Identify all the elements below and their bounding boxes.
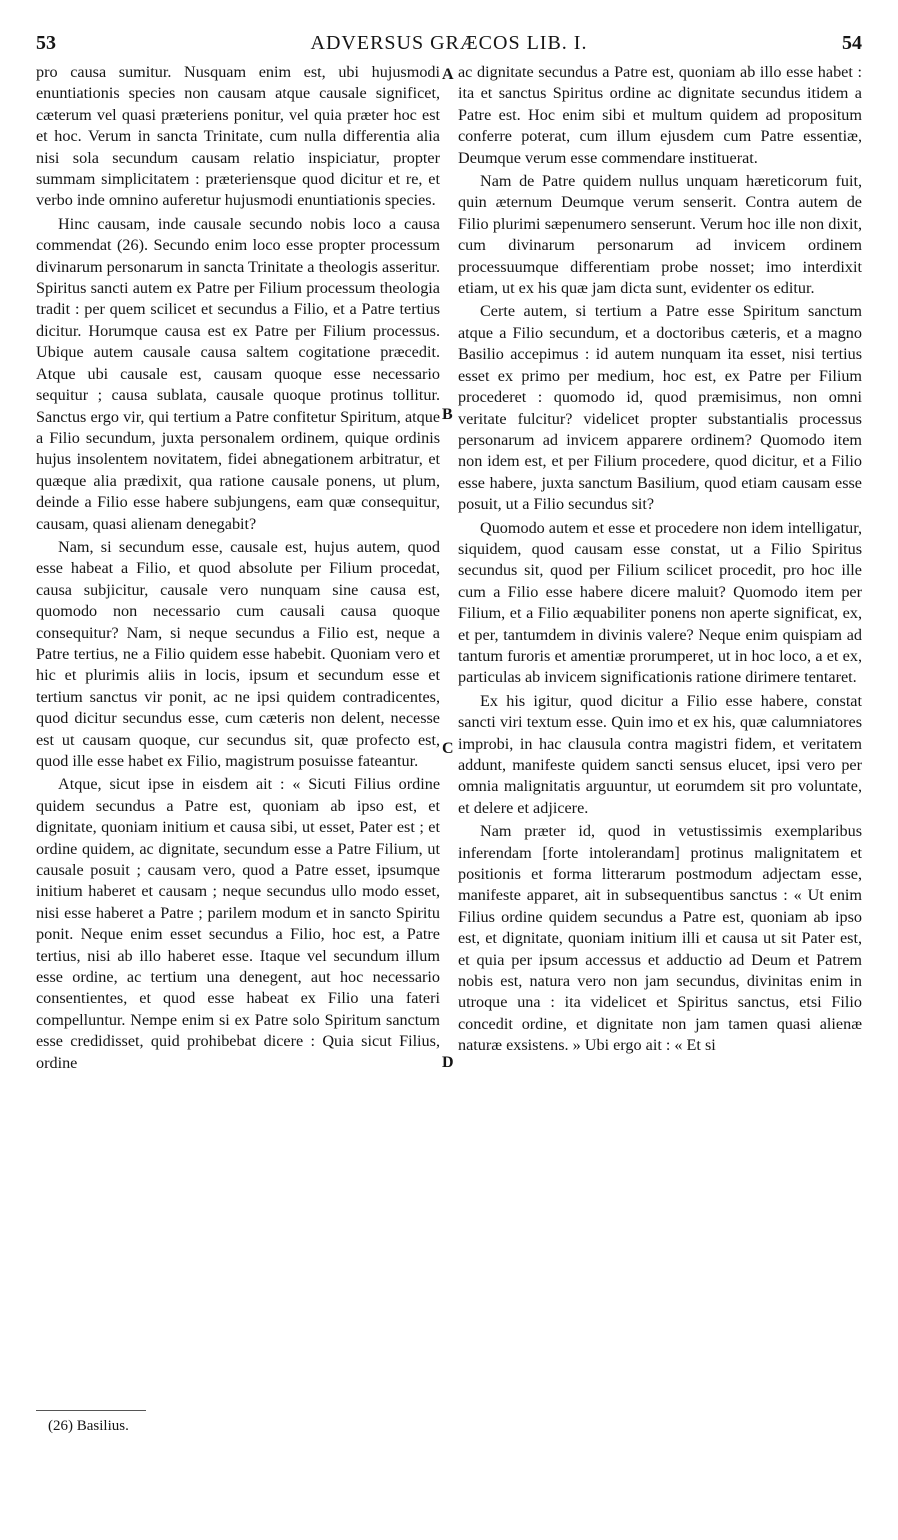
paragraph: Atque, sicut ipse in eisdem ait : « Sicuti Filius ordine quidem secundus a Patre est, quoniam ab ipso est, et dignitate, quoniam initium et causa sibi, ut esset, Pater est ; et ordine quidem, ac dignitate, secundum esse a Patre Filium, ut causale posuit ; causam vero, quod a Patre esset, ipsumque initium haberet et causam ; neque secundus ullo modo esset, nisi esse haberet a Patre ; parilem modum et in sancto Spiritu ponit. Neque enim esset secundus a Filio, hoc est, a Patre tertius, nisi ab illo haberet esse. Itaque vel secundum illum esse ordine, ac tertium una denegent, aut hoc necessario consentientes, et quod esse habeat ex Filio una fateri compelluntur. Nempe enim si ex Patre solo Spiritum sanctum esse credidisset, quid prohibebat dicere : Quia sicut Filius, ordine: [36, 775, 440, 1072]
footnote-divider: [36, 1410, 146, 1411]
page-number-left: 53: [36, 32, 56, 54]
paragraph: Quomodo autem et esse et procedere non idem intelligatur, siquidem, quod causam esse constat, ut a Filio Spiritus secundus sit, quod per Filium scilicet procedit, pro hoc ille cum a Filio esse habere dicere maluit? Quomodo item per Filium, et a Filio æquabiliter ponens non aperte significat, ex, et per, tantumdem in divinis valere? Neque enim quispiam ad tantum furoris et amentiæ prorumperet, ut in hoc loco, a et ex, particulas ab invicem significationis ratione dirimere tentaret.: [458, 518, 862, 687]
page-number-right: 54: [842, 32, 862, 54]
paragraph: Nam, si secundum esse, causale est, hujus autem, quod esse habeat a Filio, et quod absolute per Filium procedat, causa subjicitur, causale vero nunquam sine causa est, quomodo non necessario cum causali causa quoque consequitur? Nam, si neque secundus a Filio est, neque a Patre tertius, ne a Filio quidem esse habebit. Quoniam vero et hic et plurimis aliis in locis, ipsum et secundum esse et tertium sanctus vir ponit, ac ne ipsi quidem contradicentes, quod dicitur secundus esse, cum cæteris non delent, necesse est ut causam quoque, cur secundus sit, quæ profecto est, quod ille esse habet ex Filio, magistrum posuisse fateantur.: [36, 537, 440, 770]
page-header: [36, 32, 862, 62]
margin-marker-c: C: [442, 740, 454, 757]
paragraph: ac dignitate secundus a Patre est, quoniam ab illo esse habet : ita et sanctus Spiritus ordine ac dignitate secundus itidem a Patre est. Hoc enim sibi et multum quidem ad propositum conferre poterat, cum illum ejusdem cum Patre essentiæ, Deumque verum esse commendare instituerat.: [458, 63, 862, 167]
right-column: [458, 62, 862, 1059]
paragraph: Certe autem, si tertium a Patre esse Spiritum sanctum atque a Filio secundum, et a doctoribus cæteris, et a magno Basilio accepimus : id autem nunquam ita esset, nisi tertius esset ex primo per medium, hoc est, ex Patre per Filium procederet : quomodo id, quod præmisimus, non omni veritate fulcitur? videlicet propter substantialis processus personarum ad invicem apparere ordinem? Quomodo item non idem est, et per Filium procedere, quod dicitur, et a Filio esse habere, juxta sanctum Basilium, quod etiam causam esse posuit, ut a Filio secundus sit?: [458, 302, 862, 514]
paragraph: Ex his igitur, quod dicitur a Filio esse habere, constat sancti viri textum esse. Quin imo et ex his, quæ calumniatores improbi, in hac clausula contra magistri fidem, et veritatem addunt, manifeste quidem sancti sensus elucet, ipsi vero per omnia malignitatis arguuntur, ut eorumdem sit pro voluntate, et delere et adjicere.: [458, 691, 862, 817]
left-column: [36, 62, 440, 1076]
paragraph: Nam præter id, quod in vetustissimis exemplaribus inferendam [forte intolerandam] protinus malignitatem et positionis et forma litterarum postmodum adjectam esse, manifeste apparet, ait in subsequentibus sanctus : « Ut enim Filius ordine quidem secundus a Patre est, quoniam ab ipso est, et dignitate, quoniam initium illi et causa ut sit Pater est, et quia per ipsum accessus et adductio ad Deum et Patrem nobis est, natura vero non jam secundus, divinitas enim in utroque una : ita videlicet et Spiritus sanctus, etsi Filio concedit ordine, et dignitate non jam tamen quasi alienæ naturæ exsistens. » Ubi ergo ait : « Et si: [458, 822, 862, 1055]
margin-marker-d: D: [442, 1054, 454, 1071]
paragraph: pro causa sumitur. Nusquam enim est, ubi hujusmodi enuntiationis species non causam atque causale significet, cæterum vel quasi præteriens ponitur, vel quia præter hoc est et hoc. Verum in sancta Trinitate, cum nulla differentia alia nisi sola secundum causam relatio inspiciatur, propter summam simplicitatem : præteriensque quod dicitur et re, et verbo inde omnino auferetur hujusmodi enuntiationis species.: [36, 63, 440, 210]
paragraph: Nam de Patre quidem nullus unquam hæreticorum fuit, quin æternum Deumque verum senserit. Contra autem de Filio plurimi sæpenumero senserunt. Verum hoc ille non dixit, cum divinarum personarum ad invicem ordinem processuumque differentiam probe nosset; imo interdixit etiam, ut ex his quæ jam dicta sunt, evidenter os editur.: [458, 172, 862, 298]
margin-marker-a: A: [442, 66, 454, 83]
paragraph: Hinc causam, inde causale secundo nobis loco a causa commendat (26). Secundo enim loco esse propter processum divinarum personarum in sancta Trinitate a theologis asseritur. Spiritus sancti autem ex Patre per Filium processum theologia tradit : per quem scilicet et secundus a Filio, et a Patre tertius dicitur. Horumque causa est ex Patre per Filium processus. Ubique autem causale causa saltem cogitatione præcedit. Atque ubi causale est, causam quoque esse necessario sequitur ; causa sublata, causale quoque protinus tollitur. Sanctus ergo vir, qui tertium a Patre confitetur Spiritum, atque a Filio secundum, juxta personalem ordinem, quique ordinis hujus insolentem novitatem, fidei abnegationem arbitratur, et quæque alia prædixit, qua ratione causale ponens, ut plum, deinde a Filio esse habere subjungens, eam quæ consequitur, causam, quasi alienam denegabit?: [36, 214, 440, 533]
margin-marker-b: B: [442, 406, 453, 423]
footnote: (26) Basilius.: [48, 1418, 129, 1434]
running-title: ADVERSUS GRÆCOS LIB. I.: [310, 32, 588, 54]
